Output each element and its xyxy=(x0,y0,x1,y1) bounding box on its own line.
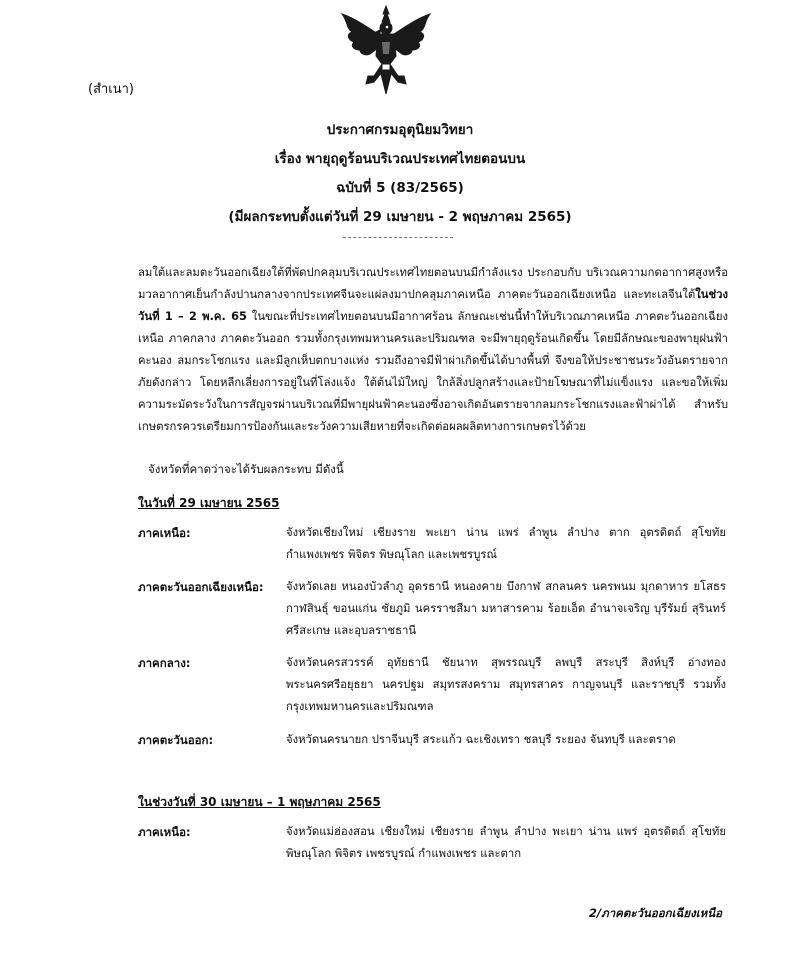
region-name: ภาคเหนือ: xyxy=(138,825,191,839)
document-title: ประกาศกรมอุตุนิยมวิทยา xyxy=(326,122,474,138)
garuda-emblem-icon xyxy=(338,4,434,96)
affected-provinces-lead: จังหวัดที่คาดว่าจะได้รับผลกระทบ มีดังนี้ xyxy=(148,462,344,476)
issue-number: ฉบับที่ 5 (83/2565) xyxy=(336,180,464,196)
continued-on-next-page: 2/ภาคตะวันออกเฉียงเหนือ xyxy=(588,906,722,920)
region-name: ภาคตะวันออก: xyxy=(138,733,214,747)
period-heading: ในช่วงวันที่ 30 เมษายน – 1 พฤษภาคม 2565 xyxy=(138,795,381,809)
region-provinces: จังหวัดเชียงใหม่ เชียงราย พะเยา น่าน แพร่ ลำพูน ลำปาง ตาก อุตรดิตถ์ สุโขทัย กำแพงเพชร พิจิตร พิษณุโลก และเพชรบูรณ์ xyxy=(286,526,726,561)
region-provinces: จังหวัดเลย หนองบัวลำภู อุดรธานี หนองคาย บึงกาฬ สกลนคร นครพนม มุกดาหาร ยโสธร กาฬสินธุ์ ขอนแก่น ชัยภูมิ นครราชสีมา มหาสารคาม ร้อยเอ็ด อำนาจเจริญ บุรีรัมย์ สุรินทร์ ศรีสะเกษ และอุบลราชธานี xyxy=(286,580,726,637)
region-name: ภาคตะวันออกเฉียงเหนือ: xyxy=(138,580,264,594)
period-heading: ในวันที่ 29 เมษายน 2565 xyxy=(138,496,280,510)
region-provinces: จังหวัดนครนายก ปราจีนบุรี สระแก้ว ฉะเชิงเทรา ชลบุรี ระยอง จันทบุรี และตราด xyxy=(286,733,676,746)
region-name: ภาคกลาง: xyxy=(138,656,191,670)
body-text-part2: ในขณะที่ประเทศไทยตอนบนมีอากาศร้อน ลักษณะเช่นนี้ทำให้บริเวณภาคเหนือ ภาคตะวันออกเฉียงเหนือ ภาคกลาง ภาคตะวันออก รวมทั้งกรุงเทพมหานครและปริมณฑล จะมีพายุฤดูร้อนเกิดขึ้น โดยมีลักษณะของพายุฝนฟ้าคะนอง ลมกระโชกแรง และมีลูกเห็บตกบางแห่ง รวมถึงอาจมีฟ้าผ่าเกิดขึ้นได้บางพื้นที่ จึงขอให้ประชาชนระวังอันตรายจากภัยดังกล่าว โดยหลีกเลี่ยงการอยู่ในที่โล่งแจ้ง ใต้ต้นไม้ใหญ่ ใกล้สิ่งปลูกสร้างและป้ายโฆษณาที่ไม่แข็งแรง และขอให้เพิ่มความระมัดระวังในการสัญจรผ่านบริเวณที่มีพายุฝนฟ้าคะนองซึ่งอาจเกิดอันตรายจากลมกระโชกแรงและฟ้าผ่าได้ สำหรับเกษตรกรควรเตรียมการป้องกันและระวังความเสียหายที่จะเกิดต่อผลผลิตทางการเกษตรไว้ด้วย xyxy=(138,310,728,433)
copy-note: (สำเนา) xyxy=(88,82,135,97)
body-paragraph xyxy=(138,262,728,438)
region-provinces: จังหวัดนครสวรรค์ อุทัยธานี ชัยนาท สุพรรณบุรี ลพบุรี สระบุรี สิงห์บุรี อ่างทอง พระนครศรีอยุธยา นครปฐม สมุทรสงคราม สมุทรสาคร กาญจนบุรี และราชบุรี รวมทั้งกรุงเทพมหานครและปริมณฑล xyxy=(286,656,726,713)
body-text-highlight: ในช่วงวันที่ 1 – 2 พ.ค. 65 xyxy=(138,288,728,323)
header-divider xyxy=(343,237,453,238)
effective-period: (มีผลกระทบตั้งแต่วันที่ 29 เมษายน - 2 พฤษภาคม 2565) xyxy=(228,209,572,225)
body-text-part1: ลมใต้และลมตะวันออกเฉียงใต้ที่พัดปกคลุมบริเวณประเทศไทยตอนบนมีกำลังแรง ประกอบกับ บริเวณความกดอากาศสูงหรือมวลอากาศเย็นกำลังปานกลางจากประเทศจีนจะแผ่ลงมาปกคลุมภาคเหนือ ภาคตะวันออกเฉียงเหนือ และทะเลจีนใต้ xyxy=(138,266,728,301)
region-provinces: จังหวัดแม่ฮ่องสอน เชียงใหม่ เชียงราย ลำพูน ลำปาง พะเยา น่าน แพร่ อุตรดิตถ์ สุโขทัย พิษณุโลก พิจิตร เพชรบูรณ์ กำแพงเพชร และตาก xyxy=(286,825,726,860)
document-subject: เรื่อง พายุฤดูร้อนบริเวณประเทศไทยตอนบน xyxy=(274,151,526,167)
region-name: ภาคเหนือ: xyxy=(138,526,191,540)
